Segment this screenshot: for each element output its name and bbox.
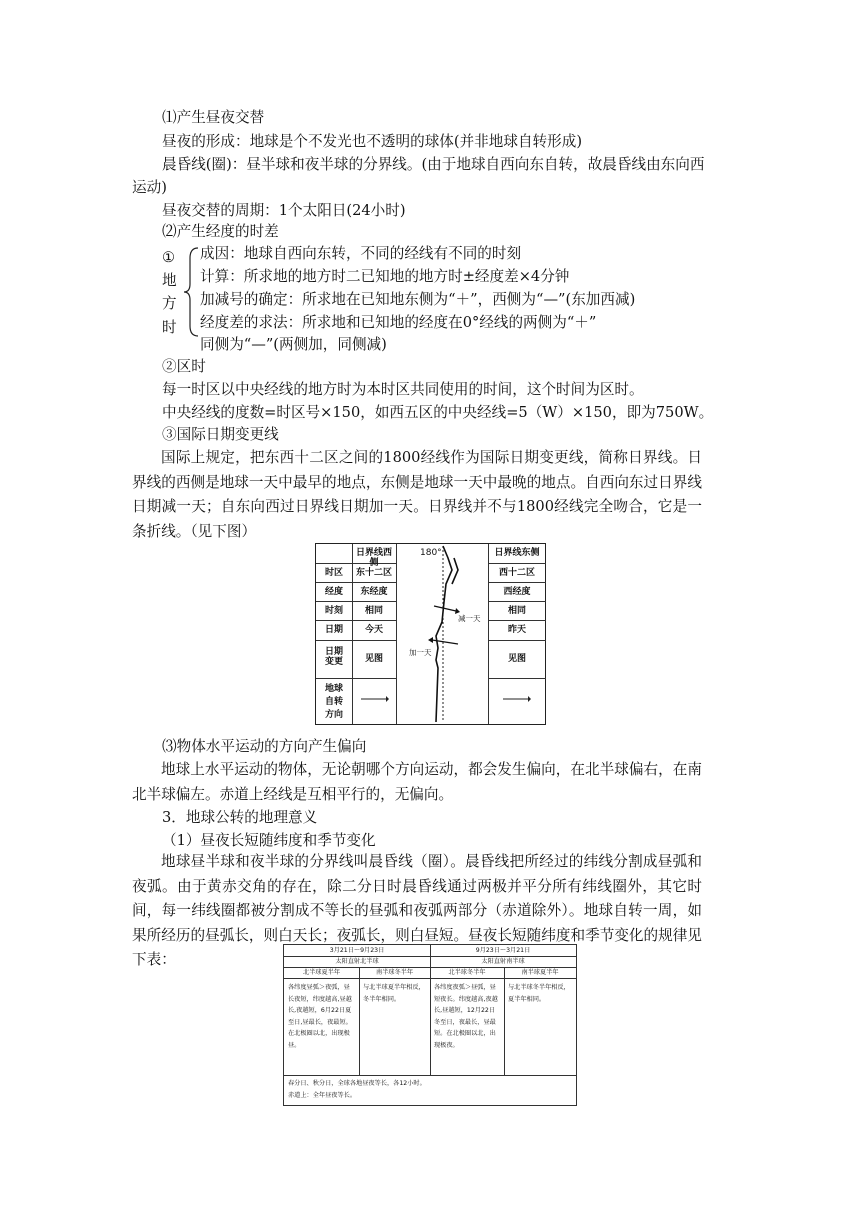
west-rotation-arrow-icon <box>360 695 390 703</box>
cell-s-summer: 与北半球冬半年相反，夏半年相同。 <box>508 984 570 1003</box>
west-header: 日界线西侧 <box>355 548 392 568</box>
curly-brace <box>182 246 200 338</box>
east-header: 日界线东侧 <box>494 548 540 558</box>
local-time-label-3: 方 <box>162 295 177 312</box>
east-zone: 西十二区 <box>498 568 535 578</box>
text-period: 昼夜交替的周期：1个太阳日(24小时) <box>162 202 406 219</box>
east-longitude: 西经度 <box>503 587 531 597</box>
row-label-date: 日期 <box>324 625 343 635</box>
date-line-diagram <box>396 544 488 724</box>
text-local-cause: 成因：地球自西向东转，不同的经线有不同的时刻 <box>200 245 522 262</box>
cell-n-summer: 各纬度昼弧＞夜弧，昼长夜短，纬度越高,昼越长,夜越短，6月22日夏至日,昼最长，夜最短。在北极圈以北，出现极昼。 <box>288 984 352 1049</box>
footer-equinox: 春分日、秋分日，全球各地昼夜等长，各12小时。 <box>288 1080 426 1087</box>
header-n-winter: 北半球冬半年 <box>448 969 486 976</box>
heading-zone-time: ②区时 <box>162 358 206 375</box>
east-date: 昨天 <box>507 625 526 635</box>
paragraph-day-length: 地球昼半球和夜半球的分界线叫晨昏线（圈）。晨昏线把所经过的纬线分割成昼弧和夜弧。由于黄赤交角的存在，除二分日时晨昏线通过两极并平分所有纬线圈外，其它时间，每一纬线圈都被分割成不等长的昼弧和夜弧两部分（赤道除外）。地球自转一周，如果所经历的昼弧长，则白天长；夜弧长，则白昼短。昼夜长短随纬度和季节变化的规律见下表： <box>132 853 702 968</box>
period-south: 9月23日～3月21日 <box>475 947 531 954</box>
minus-day-label: 减一天 <box>458 614 481 623</box>
date-line-figure <box>315 543 546 725</box>
row-label-date-change: 日期变更 <box>324 647 343 667</box>
west-date: 今天 <box>364 625 383 635</box>
text-day-night-formation: 昼夜的形成：地球是个不发光也不透明的球体(并非地球自转形成) <box>162 133 583 150</box>
local-time-label-2: 地 <box>162 272 177 289</box>
heading-time-difference: ⑵产生经度的时差 <box>162 223 279 240</box>
text-central-meridian: 中央经线的度数=时区号×150，如西五区的中央经线=5（W）×150，即为750W。 <box>162 404 714 421</box>
heading-day-night: ⑴产生昼夜交替 <box>162 109 265 126</box>
text-terminator: 晨昏线(圈)：昼半球和夜半球的分界线。(由于地球自西向东自转，故晨昏线由东向西 <box>162 156 705 173</box>
plus-day-label: 加一天 <box>409 648 432 657</box>
sun-south: 太阳直射南半球 <box>481 958 525 965</box>
heading-deflection: ⑶物体水平运动的方向产生偏向 <box>162 738 367 755</box>
west-date-change: 见图 <box>364 654 383 664</box>
heading-date-line: ③国际日期变更线 <box>162 426 279 443</box>
cell-s-winter: 与北半球夏半年相反，冬半年相同。 <box>363 984 425 1003</box>
paragraph-date-line: 国际上规定，把东西十二区之间的1800经线作为国际日期变更线，简称日界线。日界线的西侧是地球一天中最早的地点，东侧是地球一天中最晚的地点。自西向东过日界线日期减一天；自东向西过日界线日期加一天。日界线并不与1800经线完全吻合，它是一条折线。（见下图） <box>132 449 702 540</box>
row-label-time: 时刻 <box>324 606 343 616</box>
west-longitude: 东经度 <box>360 587 388 597</box>
heading-revolution: 3．地球公转的地理意义 <box>162 809 318 826</box>
text-local-diff: 经度差的求法：所求地和已知地的经度在0°经线的两侧为“＋” <box>200 314 597 331</box>
row-label-rotation: 地球自转方向 <box>324 684 343 720</box>
meridian-label: 180° <box>420 548 442 558</box>
subheading-day-length: （1）昼夜长短随纬度和季节变化 <box>162 832 376 849</box>
day-length-table <box>283 944 577 1106</box>
header-n-summer: 北半球夏半年 <box>302 969 341 976</box>
text-local-calc: 计算：所求地的地方时二已知地的地方时±经度差×4分钟 <box>200 268 570 285</box>
row-label-zone: 时区 <box>324 568 343 578</box>
cell-n-winter: 各纬度夜弧＞昼弧，昼短夜长。纬度越高,夜越长,昼越短，12月22日冬至日，夜最长，昼最短。在北极圈以北，出现极夜。 <box>434 984 498 1049</box>
text-zone-time: 每一时区以中央经线的地方时为本时区共同使用的时间，这个时间为区时。 <box>162 381 644 398</box>
period-north: 3月21日～9月23日 <box>329 947 385 954</box>
text-terminator-cont: 运动) <box>132 179 167 196</box>
east-date-change: 见图 <box>507 654 526 664</box>
west-time: 相同 <box>364 606 383 616</box>
sun-north: 太阳直射北半球 <box>335 958 379 965</box>
footer-equator: 赤道上：全年昼夜等长。 <box>288 1092 357 1099</box>
header-s-summer: 南半球夏半年 <box>521 969 559 976</box>
west-zone: 东十二区 <box>355 568 392 578</box>
paragraph-deflection: 地球上水平运动的物体，无论朝哪个方向运动，都会发生偏向，在北半球偏右，在南北半球偏左。赤道上经线是互相平行的，无偏向。 <box>132 761 702 803</box>
row-label-longitude: 经度 <box>324 587 343 597</box>
text-local-diff-cont: 同侧为“—”(两侧加，同侧减) <box>200 336 387 353</box>
east-rotation-arrow-icon <box>502 695 532 703</box>
header-s-winter: 南半球冬半年 <box>375 969 414 976</box>
local-time-label-1: ① <box>162 249 176 266</box>
text-local-sign: 加减号的确定：所求地在已知地东侧为“＋”，西侧为“—”(东加西减) <box>200 291 636 308</box>
local-time-label-4: 时 <box>162 319 177 336</box>
east-time: 相同 <box>507 606 526 616</box>
